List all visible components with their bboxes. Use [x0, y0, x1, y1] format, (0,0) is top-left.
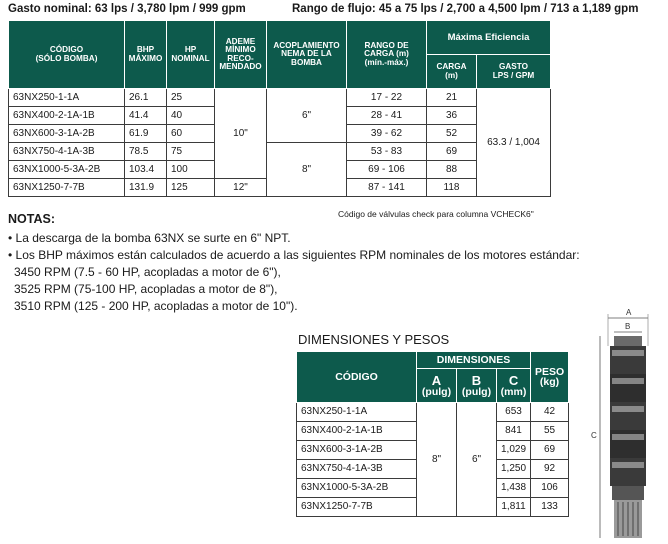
- cell-hp: 40: [167, 107, 215, 125]
- notes-title: NOTAS:: [8, 212, 55, 226]
- header-hp: HP NOMINAL: [167, 21, 215, 89]
- cell-codigo: 63NX1000-5-3A-2B: [9, 161, 125, 179]
- cell-codigo: 63NX400-2-1A-1B: [9, 107, 125, 125]
- header-codigo: CÓDIGO (SÓLO BOMBA): [9, 21, 125, 89]
- dimension-b-label: B: [625, 322, 631, 331]
- table-row: [297, 403, 569, 422]
- pump-discharge-head: [614, 336, 642, 346]
- cell-rango: 28 - 41: [347, 107, 427, 125]
- cell-bhp: 61.9: [125, 125, 167, 143]
- cell-hp: 25: [167, 89, 215, 107]
- cell-codigo: 63NX400-2-1A-1B: [297, 422, 417, 441]
- cell-carga: 69: [427, 143, 477, 161]
- cell-gasto: 63.3 / 1,004: [477, 89, 551, 197]
- cell-ademe-12: 12": [215, 179, 267, 197]
- gasto-nominal-text: Gasto nominal: 63 lps / 3,780 lpm / 999 gpm: [8, 3, 246, 15]
- cell-dim-c: 653: [497, 403, 531, 422]
- check-valve-note: Código de válvulas check para columna VCHECK6": [338, 209, 534, 219]
- pump-bowls: [610, 346, 646, 486]
- table-row: [9, 89, 551, 107]
- cell-carga: 52: [427, 125, 477, 143]
- cell-dim-c: 1,250: [497, 460, 531, 479]
- cell-rango: 39 - 62: [347, 125, 427, 143]
- header-carga: CARGA (m): [427, 55, 477, 89]
- cell-peso: 106: [531, 479, 569, 498]
- pump-intake-grill: [614, 500, 642, 538]
- cell-dim-c: 1,438: [497, 479, 531, 498]
- note-line-4: 3525 RPM (75-100 HP, acopladas a motor de 8"),: [14, 282, 278, 296]
- cell-codigo: 63NX600-3-1A-2B: [297, 441, 417, 460]
- cell-bhp: 78.5: [125, 143, 167, 161]
- cell-codigo: 63NX250-1-1A: [9, 89, 125, 107]
- cell-peso: 92: [531, 460, 569, 479]
- cell-hp: 75: [167, 143, 215, 161]
- dim-header-codigo: CÓDIGO: [297, 352, 417, 403]
- cell-acople-8: 8": [267, 143, 347, 197]
- cell-bhp: 26.1: [125, 89, 167, 107]
- cell-hp: 100: [167, 161, 215, 179]
- note-line-3: 3450 RPM (7.5 - 60 HP, acopladas a motor de 6"),: [14, 265, 281, 279]
- pump-intake: [612, 486, 644, 500]
- header-gasto: GASTO LPS / GPM: [477, 55, 551, 89]
- cell-bhp: 131.9: [125, 179, 167, 197]
- cell-dim-c: 1,029: [497, 441, 531, 460]
- cell-hp: 60: [167, 125, 215, 143]
- cell-codigo: 63NX250-1-1A: [297, 403, 417, 422]
- dimension-a-label: A: [626, 308, 632, 317]
- cell-codigo: 63NX1250-7-7B: [297, 498, 417, 517]
- cell-peso: 133: [531, 498, 569, 517]
- cell-dim-c: 1,811: [497, 498, 531, 517]
- cell-acople-6: 6": [267, 89, 347, 143]
- dimension-c-label: C: [591, 431, 597, 440]
- cell-rango: 87 - 141: [347, 179, 427, 197]
- cell-dim-c: 841: [497, 422, 531, 441]
- cell-carga: 36: [427, 107, 477, 125]
- dim-header-b: B (pulg): [457, 369, 497, 403]
- cell-codigo: 63NX600-3-1A-2B: [9, 125, 125, 143]
- note-line-2: • Los BHP máximos están calculados de acuerdo a las siguientes RPM nominales de los motores estándar:: [8, 248, 580, 262]
- cell-carga: 118: [427, 179, 477, 197]
- rango-flujo-text: Rango de flujo: 45 a 75 lps / 2,700 a 4,500 lpm / 713 a 1,189 gpm: [292, 3, 639, 15]
- header-rango: RANGO DE CARGA (m) (mín.-máx.): [347, 21, 427, 89]
- cell-carga: 21: [427, 89, 477, 107]
- table-row: [9, 143, 551, 161]
- cell-rango: 69 - 106: [347, 161, 427, 179]
- cell-bhp: 41.4: [125, 107, 167, 125]
- header-ademe: ADEME MÍNIMO RECO- MENDADO: [215, 21, 267, 89]
- cell-bhp: 103.4: [125, 161, 167, 179]
- dim-header-dimensiones: DIMENSIONES: [417, 352, 531, 369]
- cell-peso: 42: [531, 403, 569, 422]
- dim-header-a: A (pulg): [417, 369, 457, 403]
- cell-codigo: 63NX1250-7-7B: [9, 179, 125, 197]
- header-acoplamiento: ACOPLAMIENTO NEMA DE LA BOMBA: [267, 21, 347, 89]
- dimensions-title: DIMENSIONES Y PESOS: [298, 332, 450, 347]
- note-line-1: • La descarga de la bomba 63NX se surte en 6" NPT.: [8, 231, 291, 245]
- cell-rango: 53 - 83: [347, 143, 427, 161]
- pump-dimension-diagram: [590, 306, 662, 542]
- dim-header-peso: PESO (kg): [531, 352, 569, 403]
- cell-dim-a: 8": [417, 403, 457, 517]
- header-maxima-eficiencia: Máxima Eficiencia: [427, 21, 551, 55]
- cell-codigo: 63NX1000-5-3A-2B: [297, 479, 417, 498]
- cell-dim-b: 6": [457, 403, 497, 517]
- cell-hp: 125: [167, 179, 215, 197]
- spec-table: [8, 20, 551, 197]
- cell-peso: 55: [531, 422, 569, 441]
- cell-rango: 17 - 22: [347, 89, 427, 107]
- dim-header-c: C (mm): [497, 369, 531, 403]
- cell-ademe-10: 10": [215, 89, 267, 179]
- cell-carga: 88: [427, 161, 477, 179]
- cell-peso: 69: [531, 441, 569, 460]
- header-bhp: BHP MÁXIMO: [125, 21, 167, 89]
- cell-codigo: 63NX750-4-1A-3B: [9, 143, 125, 161]
- dimensions-table: [296, 351, 569, 517]
- note-line-5: 3510 RPM (125 - 200 HP, acopladas a motor de 10").: [14, 299, 298, 313]
- cell-codigo: 63NX750-4-1A-3B: [297, 460, 417, 479]
